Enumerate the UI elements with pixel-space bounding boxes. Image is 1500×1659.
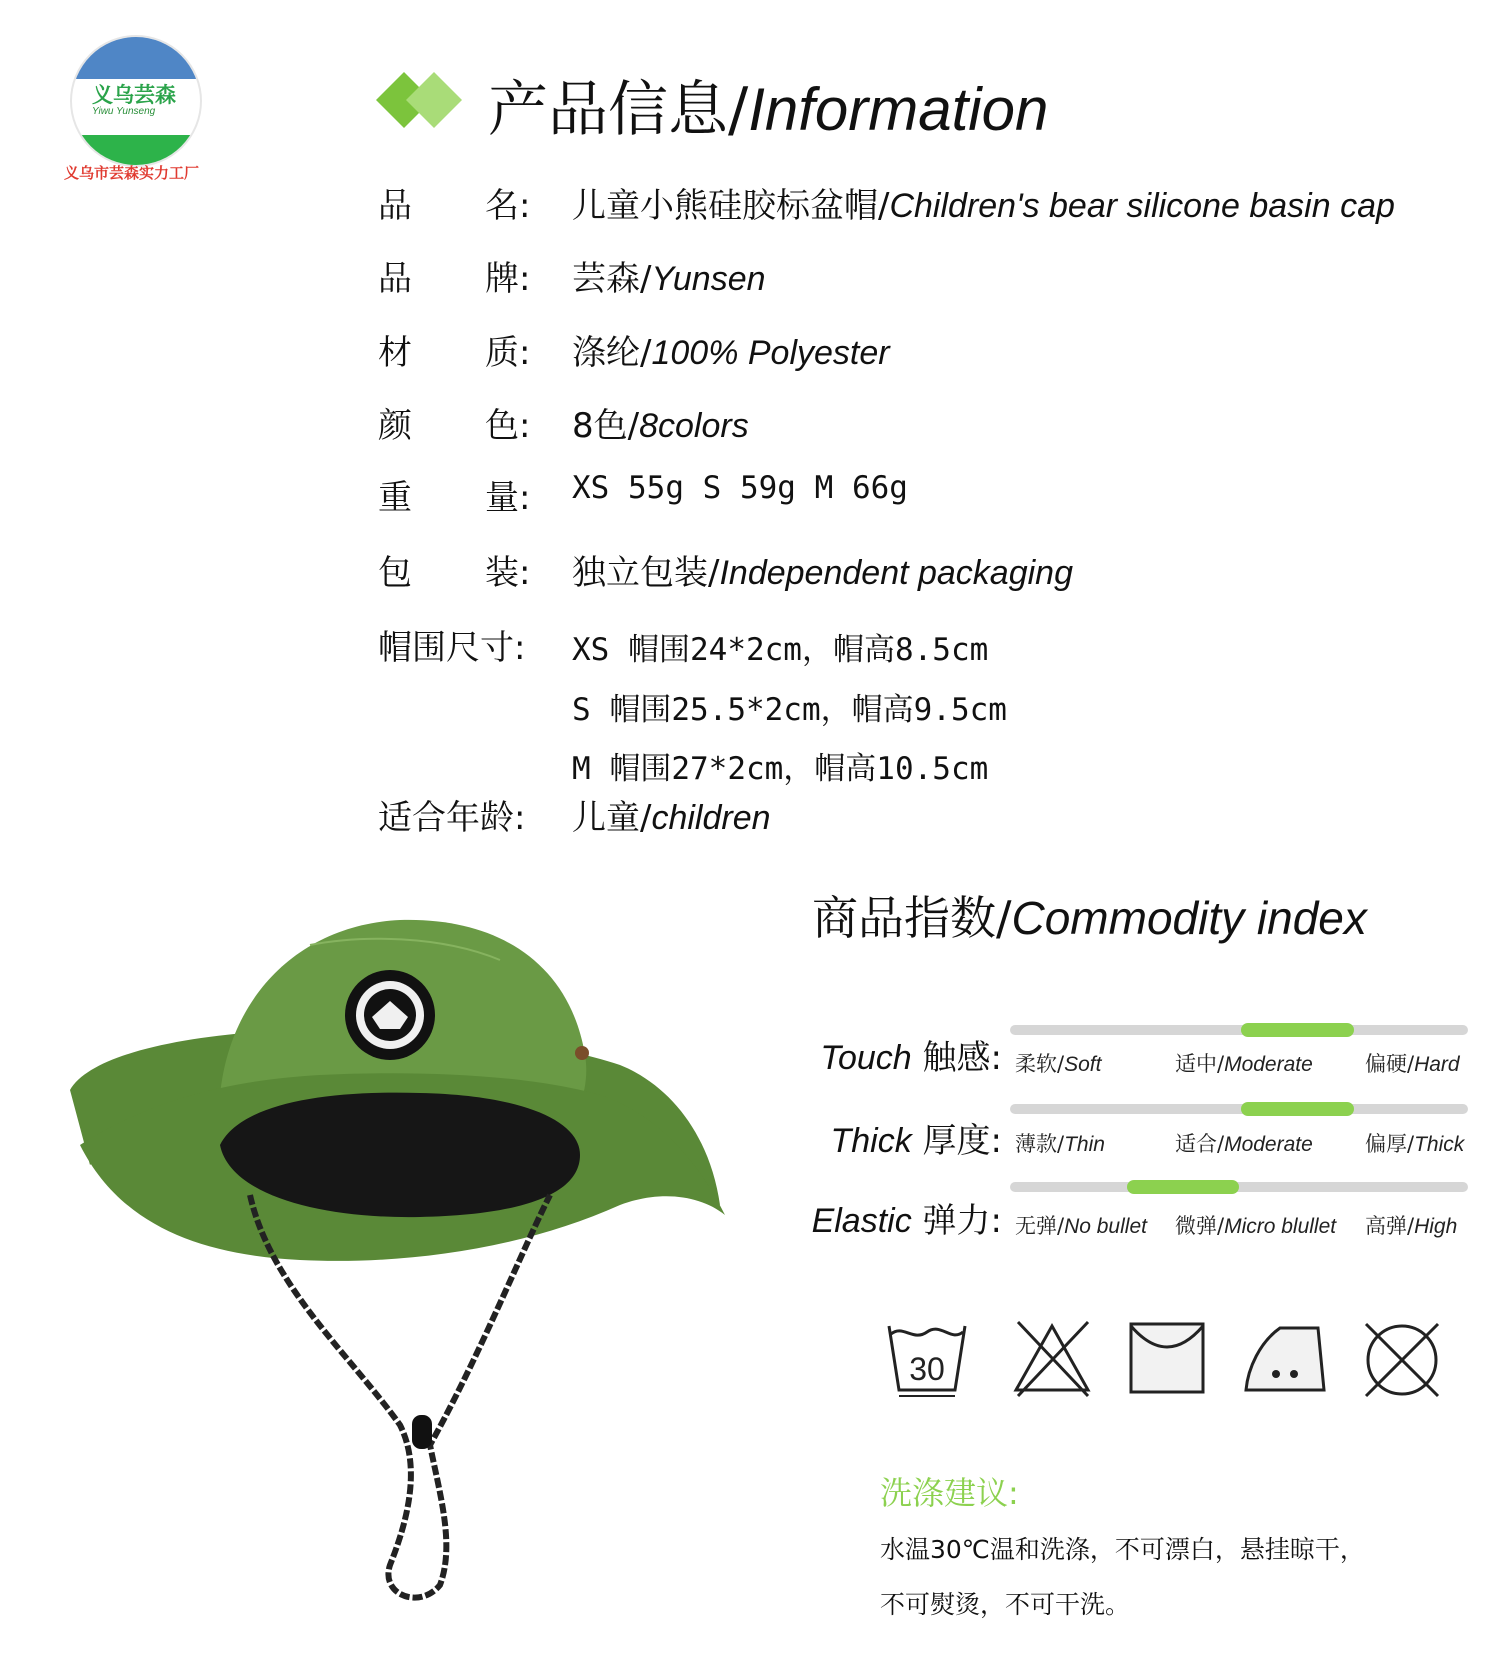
info-value-en: Independent packaging bbox=[719, 554, 1073, 592]
logo-name: 义乌芸森 bbox=[92, 83, 176, 107]
logo-subtitle: Yiwu Yunseng bbox=[92, 106, 156, 117]
info-value-en: 100% Polyester bbox=[651, 334, 890, 372]
index-option: 薄款/Thin bbox=[1015, 1132, 1105, 1156]
info-label-zh-suffix: 量: bbox=[485, 478, 531, 518]
index-bar bbox=[1010, 1182, 1468, 1192]
info-label-zh: 品 bbox=[378, 259, 412, 299]
index-option: 适中/Moderate bbox=[1175, 1052, 1313, 1076]
info-value-en: Yunsen bbox=[651, 260, 766, 298]
logo-sky bbox=[72, 37, 200, 79]
index-bar bbox=[1010, 1104, 1468, 1114]
diamond-icon bbox=[376, 72, 462, 128]
bucket-hat-image bbox=[60, 905, 740, 1625]
index-option: 适合/Moderate bbox=[1175, 1132, 1313, 1156]
index-label: Elastic 弹力: bbox=[811, 1201, 1002, 1241]
info-value-zh: 芸森/ bbox=[572, 259, 652, 299]
index-option: 高弹/High bbox=[1365, 1214, 1458, 1238]
info-value-zh: 儿童小熊硅胶标盆帽/ bbox=[572, 186, 890, 226]
info-label-zh-suffix: 装: bbox=[485, 553, 531, 593]
size-label-zh: 帽围尺寸: bbox=[378, 628, 526, 668]
info-value bbox=[572, 178, 1395, 227]
hang-dry-icon bbox=[1125, 1318, 1209, 1398]
title-en: Information bbox=[748, 76, 1049, 143]
index-bar-fill bbox=[1127, 1180, 1240, 1194]
size-line-m: M 帽围27*2cm，帽高10.5cm bbox=[572, 751, 989, 787]
care-line-1: 水温30℃温和洗涤，不可漂白，悬挂晾干， bbox=[880, 1535, 1365, 1564]
size-line-xs: XS 帽围24*2cm，帽高8.5cm bbox=[572, 632, 989, 668]
index-option: 偏厚/Thick bbox=[1365, 1132, 1465, 1156]
info-label-zh: 材 bbox=[378, 333, 412, 373]
index-bar bbox=[1010, 1025, 1468, 1035]
info-label-zh: 包 bbox=[378, 553, 412, 593]
factory-name: 义乌市芸森实力工厂 bbox=[64, 164, 200, 182]
title-zh: 产品信息/ bbox=[488, 75, 749, 145]
info-value-zh: 8色/ bbox=[572, 406, 640, 446]
info-label-zh: 品 bbox=[378, 186, 412, 226]
info-label-zh: 重 bbox=[378, 478, 412, 518]
care-title: 洗涤建议: bbox=[880, 1474, 1019, 1512]
info-label-zh-suffix: 名: bbox=[485, 186, 531, 226]
logo-grass bbox=[72, 135, 200, 165]
info-value bbox=[572, 470, 908, 506]
info-value-zh: 独立包装/ bbox=[572, 553, 720, 593]
index-label: Thick 厚度: bbox=[830, 1121, 1002, 1161]
index-bar-fill bbox=[1241, 1102, 1354, 1116]
info-label-zh-suffix: 质: bbox=[485, 333, 531, 373]
info-value bbox=[572, 398, 749, 447]
info-label-zh-suffix: 色: bbox=[485, 406, 531, 446]
info-value bbox=[572, 251, 766, 300]
info-value bbox=[572, 325, 890, 374]
info-label-zh: 颜 bbox=[378, 406, 412, 446]
care-line-2: 不可熨烫，不可干洗。 bbox=[880, 1590, 1131, 1619]
wash-30-icon bbox=[885, 1320, 969, 1398]
age-value: 儿童/children bbox=[572, 798, 771, 838]
size-line-s: S 帽围25.5*2cm，帽高9.5cm bbox=[572, 692, 1007, 728]
page-title bbox=[488, 62, 1048, 148]
wash-temp-text: 30 bbox=[909, 1351, 945, 1387]
no-dry-clean-icon bbox=[1360, 1318, 1444, 1402]
index-label: Touch 触感: bbox=[820, 1038, 1002, 1078]
info-value-en: 8colors bbox=[639, 407, 749, 445]
info-value bbox=[572, 545, 1073, 594]
info-label-zh-suffix: 牌: bbox=[485, 259, 531, 299]
index-option: 柔软/Soft bbox=[1015, 1052, 1102, 1076]
info-value-en: Children's bear silicone basin cap bbox=[889, 187, 1395, 225]
index-option: 无弹/No bullet bbox=[1015, 1214, 1147, 1238]
info-value-zh: 涤纶/ bbox=[572, 333, 652, 373]
age-label-zh: 适合年龄: bbox=[378, 798, 526, 838]
commodity-index-title: 商品指数/Commodity index bbox=[812, 891, 1367, 945]
low-iron-icon bbox=[1240, 1318, 1330, 1398]
no-bleach-icon bbox=[1010, 1318, 1094, 1398]
info-value-zh: XS 55g S 59g M 66g bbox=[572, 470, 908, 506]
index-option: 微弹/Micro blullet bbox=[1175, 1214, 1337, 1238]
index-option: 偏硬/Hard bbox=[1365, 1052, 1460, 1076]
index-bar-fill bbox=[1241, 1023, 1354, 1037]
